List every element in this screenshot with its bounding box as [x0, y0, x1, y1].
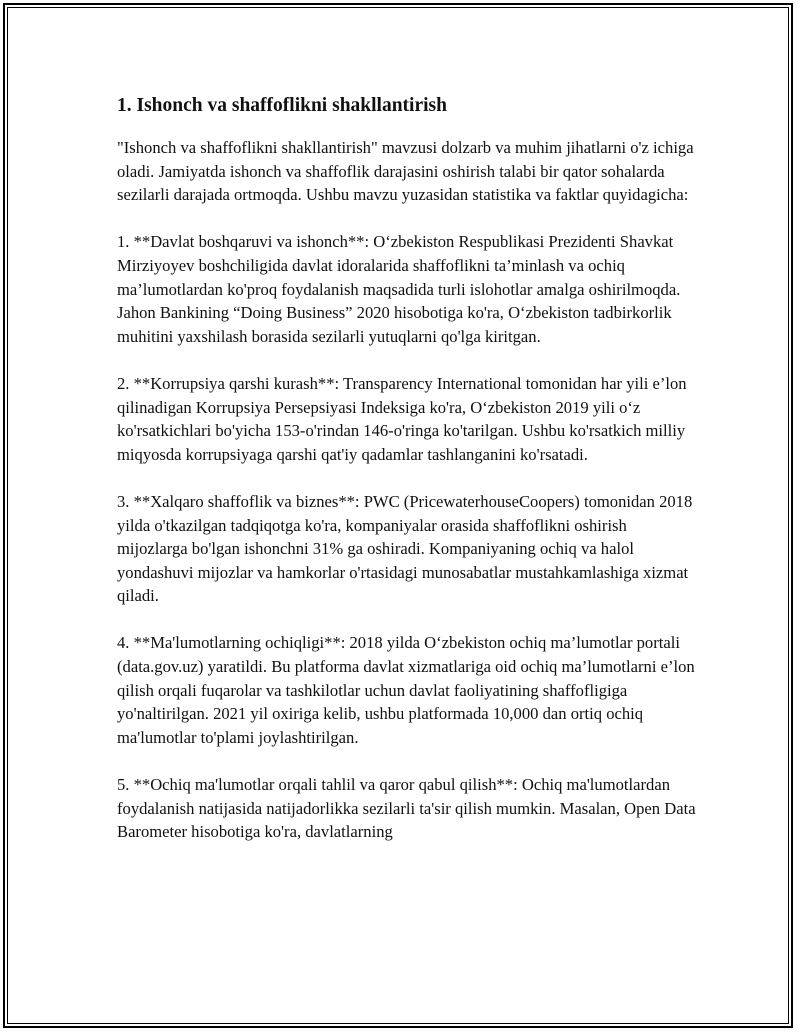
intro-paragraph: "Ishonch va shaffoflikni shakllantirish" mavzusi dolzarb va muhim jihatlarni o'z ichiga oladi. Jamiyatda ishonch va shaffoflik darajasini oshirish talabi bir qator sohalarda sezilarli darajada ortmoqda. Ushbu mavzu yuzasidan statistika va faktlar quyidagicha: — [117, 138, 694, 205]
paragraph-item-5: 5. **Ochiq ma'lumotlar orqali tahlil va qaror qabul qilish**: Ochiq ma'lumotlardan foydalanish natijasida natijadorlikka sezilarli ta'sir qilish mumkin. Masalan, Open Data Barometer hisobotiga ko'ra, davlatlarning — [117, 775, 696, 842]
document-body — [117, 92, 697, 867]
paragraph-item-4: 4. **Ma'lumotlarning ochiqligi**: 2018 yilda O‘zbekiston ochiq ma’lumotlar portali (data.gov.uz) yaratildi. Bu platforma davlat xizmatlariga oid ochiq ma’lumotlarni e’lon qilish orqali fuqarolar va tashkilotlar uchun davlat faoliyatining shaffofligiga yo'naltirilgan. 2021 yil oxiriga kelib, ushbu platformada 10,000 dan ortiq ochiq ma'lumotlar to'plami joylashtirilgan. — [117, 633, 695, 747]
paragraph-item-3: 3. **Xalqaro shaffoflik va biznes**: PWC (PricewaterhouseCoopers) tomonidan 2018 yilda o'tkazilgan tadqiqotga ko'ra, kompaniyalar orasida shaffoflikni oshirish mijozlarga bo'lgan ishonchni 31% ga oshiradi. Kompaniyaning ochiq va halol yondashuvi mijozlar va hamkorlar o'rtasidagi munosabatlar mustahkamlashiga xizmat qiladi. — [117, 491, 693, 606]
section-heading: 1. Ishonch va shaffoflikni shakllantirish — [117, 95, 447, 116]
paragraph-item-2: 2. **Korrupsiya qarshi kurash**: Transparency International tomonidan har yili e’lon qilinadigan Korrupsiya Persepsiyasi Indeksiga ko'ra, O‘zbekiston 2019 yili o‘z ko'rsatkichlari bo'yicha 153-o'rindan 146-o'ringa ko'tarilgan. Ushbu ko'rsatkich milliy miqyosda korrupsiyaga qarshi qat'iy qadamlar tashlanganini ko'rsatadi. — [117, 373, 687, 464]
paragraph-item-1: 1. **Davlat boshqaruvi va ishonch**: O‘zbekiston Respublikasi Prezidenti Shavkat Mirziyoyev boshchiligida davlat idoralarida shaffoflikni ta’minlash va ochiq ma’lumotlardan ko'proq foydalanish maqsadida turli islohotlar amalga oshirilmoqda. Jahon Bankining “Doing Business” 2020 hisobotiga ko'ra, O‘zbekiston tadbirkorlik muhitini yaxshilash borasida sezilarli yutuqlarni qo'lga kiritgan. — [117, 232, 681, 346]
